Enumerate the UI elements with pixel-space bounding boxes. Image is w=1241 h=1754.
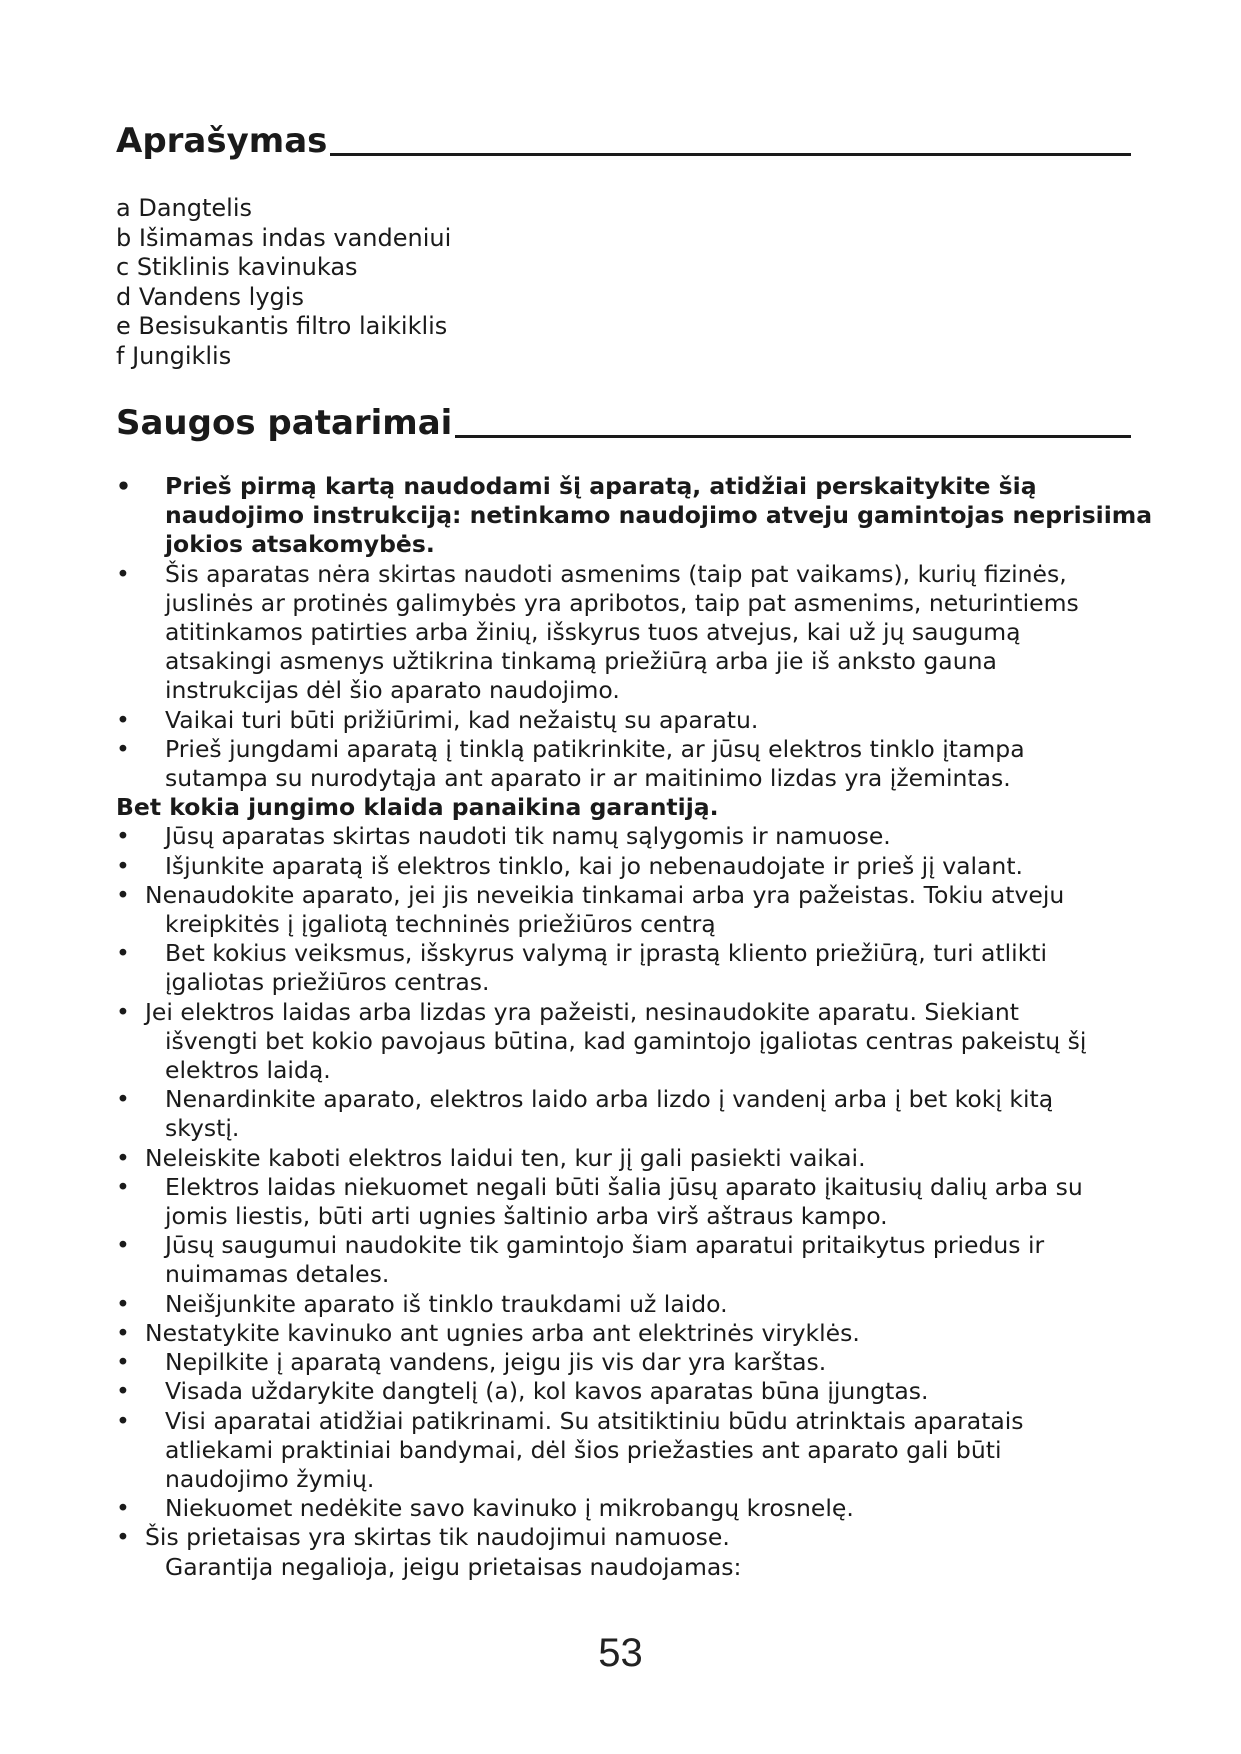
parts-item: c Stiklinis kavinukas bbox=[116, 253, 358, 281]
heading-rule bbox=[330, 153, 1131, 156]
parts-item: e Besisukantis filtro laikiklis bbox=[116, 312, 448, 340]
bullet: • bbox=[116, 880, 130, 909]
bullet: • bbox=[116, 851, 130, 880]
bullet: • bbox=[116, 1348, 130, 1377]
safety-item: • Elektros laidas niekuomet negali būti šalia jūsų aparato įkaitusių dalių arba su jomis liestis, būti arti ugnies šaltinio arba virš aštraus kampo. bbox=[116, 1172, 1083, 1231]
parts-item: b Išimamas indas vandeniui bbox=[116, 223, 452, 252]
page-number: 53 bbox=[598, 1631, 643, 1675]
bullet: • bbox=[116, 1494, 130, 1523]
safety-item: • Neleiskite kaboti elektros laidui ten, kur jį gali pasiekti vaikai. bbox=[116, 1143, 866, 1172]
bullet: • bbox=[116, 1406, 130, 1435]
parts-item: a Dangtelis bbox=[116, 194, 252, 222]
parts-list bbox=[116, 194, 451, 371]
safety-item: • Jūsų saugumui naudokite tik gamintojo šiam aparatui pritaikytus priedus ir nuimamas detales. bbox=[116, 1231, 1045, 1289]
safety-item: • Nenardinkite aparato, elektros laido arba lizdo į vandenį arba į bet kokį kitą skystį. bbox=[116, 1085, 1054, 1143]
bullet: • bbox=[116, 1143, 130, 1172]
bullet: • bbox=[116, 559, 130, 588]
safety-item: • Nenaudokite aparato, jei jis neveikia tinkamai arba yra pažeistas. Tokiu atveju kreipkitės į įgaliotą techninės priežiūros centrą bbox=[116, 880, 1065, 939]
safety-item: • Neišjunkite aparato iš tinklo traukdami už laido. bbox=[116, 1289, 728, 1318]
bullet: • bbox=[116, 472, 132, 500]
safety-item: • Bet kokius veiksmus, išskyrus valymą ir įprastą kliento priežiūrą, turi atlikti įgaliotas priežiūros centras. bbox=[116, 939, 1048, 997]
safety-item: • Jūsų aparatas skirtas naudoti tik namų sąlygomis ir namuose. bbox=[116, 822, 891, 851]
safety-item: • Nepilkite į aparatą vandens, jeigu jis vis dar yra karštas. bbox=[116, 1348, 827, 1377]
bullet: • bbox=[116, 939, 130, 968]
safety-heading-text: Saugos patarimai bbox=[116, 403, 453, 443]
safety-item: • Visi aparatai atidžiai patikrinami. Su atsitiktiniu būdu atrinktais aparatais atliekami praktiniai bandymai, dėl šios priežasties ant aparato gali būti naudojimo žymių. bbox=[116, 1406, 1024, 1493]
safety-item: • Prieš pirmą kartą naudodami šį aparatą, atidžiai perskaitykite šią naudojimo instrukciją: netinkamo naudojimo atveju gamintojas neprisiima jokios atsakomybės. bbox=[116, 472, 1153, 559]
heading-rule bbox=[455, 435, 1131, 438]
safety-list bbox=[116, 472, 1153, 1582]
bullet: • bbox=[116, 997, 130, 1026]
bullet: • bbox=[116, 1231, 130, 1260]
parts-item: f Jungiklis bbox=[116, 341, 232, 370]
safety-item: • Visada uždarykite dangtelį (a), kol kavos aparatas būna įjungtas. bbox=[116, 1377, 929, 1406]
safety-item: • Šis prietaisas yra skirtas tik naudojimui namuose. bbox=[116, 1523, 730, 1552]
bullet: • bbox=[116, 1172, 130, 1201]
safety-item: • Nestatykite kavinuko ant ugnies arba ant elektrinės viryklės. bbox=[116, 1318, 860, 1347]
parts-item: d Vandens lygis bbox=[116, 282, 304, 311]
bullet: • bbox=[116, 705, 130, 734]
description-heading bbox=[116, 121, 1131, 161]
bullet: • bbox=[116, 1523, 130, 1552]
safety-item: • Prieš jungdami aparatą į tinklą patikrinkite, ar jūsų elektros tinklo įtampa sutampa su nurodytąja ant aparato ir ar maitinimo lizdas yra įžemintas. bbox=[116, 734, 1025, 793]
bullet: • bbox=[116, 1085, 130, 1114]
warranty-exclusion-intro: Garantija negalioja, jeigu prietaisas naudojamas: bbox=[165, 1552, 742, 1581]
bullet: • bbox=[116, 1318, 130, 1347]
safety-item: • Jei elektros laidas arba lizdas yra pažeisti, nesinaudokite aparatu. Siekiant išvengti bet kokio pavojaus būtina, kad gamintojo įgaliotas centras pakeistų šį elektros laidą. bbox=[116, 997, 1087, 1085]
bullet: • bbox=[116, 822, 130, 851]
description-heading-text: Aprašymas bbox=[116, 121, 328, 161]
safety-item: • Šis aparatas nėra skirtas naudoti asmenims (taip pat vaikams), kurių fizinės, juslinės ar protinės galimybės yra apribotos, taip pat asmenims, neturintiems atitinkamos patirties arba žinių, išskyrus tuos atvejus, kai už jų saugumą atsakingi asmenys užtikrina tinkamą priežiūrą arba jie iš anksto gauna instrukcijas dėl šio aparato naudojimo. bbox=[116, 559, 1079, 705]
safety-item: • Vaikai turi būti prižiūrimi, kad nežaistų su aparatu. bbox=[116, 705, 759, 734]
bullet: • bbox=[116, 1289, 130, 1318]
safety-heading bbox=[116, 403, 1131, 443]
warranty-note: Bet kokia jungimo klaida panaikina garantiją. bbox=[116, 793, 719, 822]
bullet: • bbox=[116, 1377, 130, 1406]
safety-item: • Išjunkite aparatą iš elektros tinklo, kai jo nebenaudojate ir prieš jį valant. bbox=[116, 851, 1024, 880]
safety-item: • Niekuomet nedėkite savo kavinuko į mikrobangų krosnelę. bbox=[116, 1494, 854, 1523]
bullet: • bbox=[116, 734, 130, 763]
